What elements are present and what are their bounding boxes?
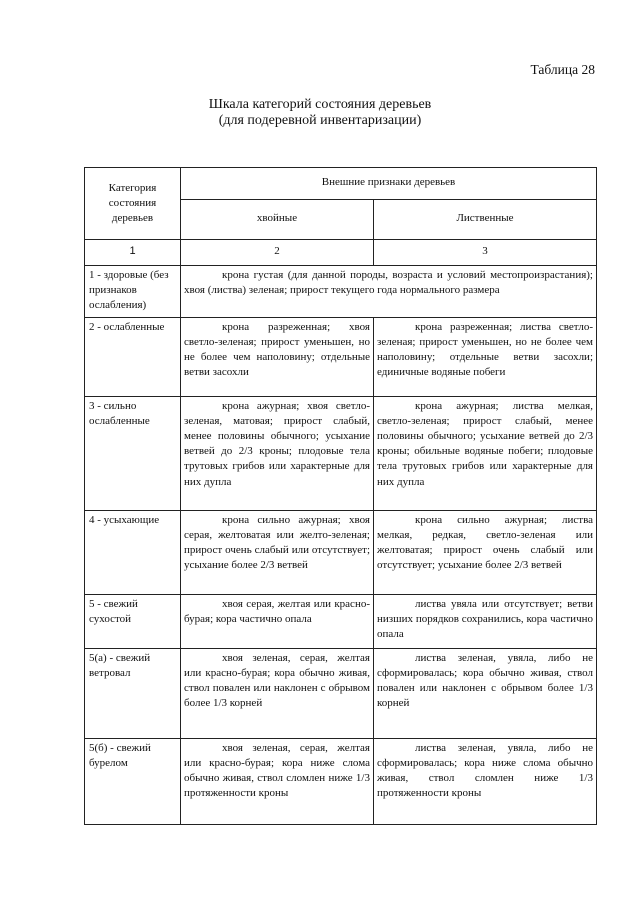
row-category: 1 - здоровые (без признаков ослабления) — [85, 266, 181, 318]
row-deciduous-signs: крона ажурная; листва мелкая, светло-зеленая; прирост слабый, менее половины обычного; усыхание ветвей до 2/3 кроны; обильные водяные побеги; плодовые тела трутовых грибов или характерные для них дупла — [374, 396, 597, 510]
table-row — [85, 396, 597, 510]
table-number: Таблица 28 — [530, 62, 595, 77]
column-number: 2 — [181, 240, 374, 266]
row-coniferous-signs: хвоя зеленая, серая, желтая или красно-бурая; кора обычно живая, ствол повален или наклонен с обрывом более 1/3 корней — [181, 648, 374, 738]
table-row — [85, 738, 597, 824]
header-category: Категория состояния деревьев — [85, 168, 181, 240]
row-coniferous-signs: хвоя зеленая, серая, желтая или красно-бурая; кора ниже слома обычно живая, ствол сломлен ниже 1/3 протяженности кроны — [181, 738, 374, 824]
table-row — [85, 648, 597, 738]
header-coniferous: хвойные — [181, 200, 374, 240]
row-category: 5 - свежий сухостой — [85, 594, 181, 648]
row-coniferous-signs: крона сильно ажурная; хвоя серая, желтоватая или желто-зеленая; прирост очень слабый или отсутствует; усыхание более 2/3 ветвей — [181, 510, 374, 594]
title-line-2: (для подеревной инвентаризации) — [218, 113, 422, 128]
table-row — [85, 510, 597, 594]
title-line-1: Шкала категорий состояния деревьев — [208, 97, 432, 112]
row-coniferous-signs: крона ажурная; хвоя светло-зеленая, матовая; прирост слабый, менее половины обычного; усыхание ветвей до 2/3 кроны; плодовые тела трутовых грибов или характерные для них дупла — [181, 396, 374, 510]
table-row — [85, 594, 597, 648]
row-coniferous-signs: хвоя серая, желтая или красно-бурая; кора частично опала — [181, 594, 374, 648]
header-signs: Внешние признаки деревьев — [181, 168, 597, 200]
column-number: 1 — [85, 240, 181, 266]
row-deciduous-signs: листва зеленая, увяла, либо не сформировалась; кора ниже слома обычно живая, ствол сломлен ниже 1/3 протяженности кроны — [374, 738, 597, 824]
row-category: 3 - сильно ослабленные — [85, 396, 181, 510]
row-common-signs: крона густая (для данной породы, возраста и условий местопроизрастания); хвоя (листва) зеленая; прирост текущего года нормального размера — [181, 266, 597, 318]
header-row — [85, 168, 597, 200]
table-row — [85, 317, 597, 396]
table-row — [85, 266, 597, 318]
row-category: 5(б) - свежий бурелом — [85, 738, 181, 824]
table-title — [0, 97, 640, 129]
row-coniferous-signs: крона разреженная; хвоя светло-зеленая; прирост уменьшен, но не более чем наполовину; отдельные ветви засохли — [181, 317, 374, 396]
row-deciduous-signs: крона разреженная; листва светло-зеленая; прирост уменьшен, но не более чем наполовину; отдельные ветви засохли; единичные водяные побеги — [374, 317, 597, 396]
row-deciduous-signs: крона сильно ажурная; листва мелкая, редкая, светло-зеленая или желтоватая; прирост очень слабый или отсутствует; усыхание более 2/3 ветвей — [374, 510, 597, 594]
column-number-row — [85, 240, 597, 266]
header-deciduous: Лиственные — [374, 200, 597, 240]
row-deciduous-signs: листва увяла или отсутствует; ветви низших порядков сохранились, кора частично опала — [374, 594, 597, 648]
tree-condition-table — [84, 167, 597, 825]
row-category: 2 - ослабленные — [85, 317, 181, 396]
column-number: 3 — [374, 240, 597, 266]
row-category: 4 - усыхающие — [85, 510, 181, 594]
row-category: 5(а) - свежий ветровал — [85, 648, 181, 738]
row-deciduous-signs: листва зеленая, увяла, либо не сформировалась; кора обычно живая, ствол повален или наклонен с обрывом более 1/3 корней — [374, 648, 597, 738]
